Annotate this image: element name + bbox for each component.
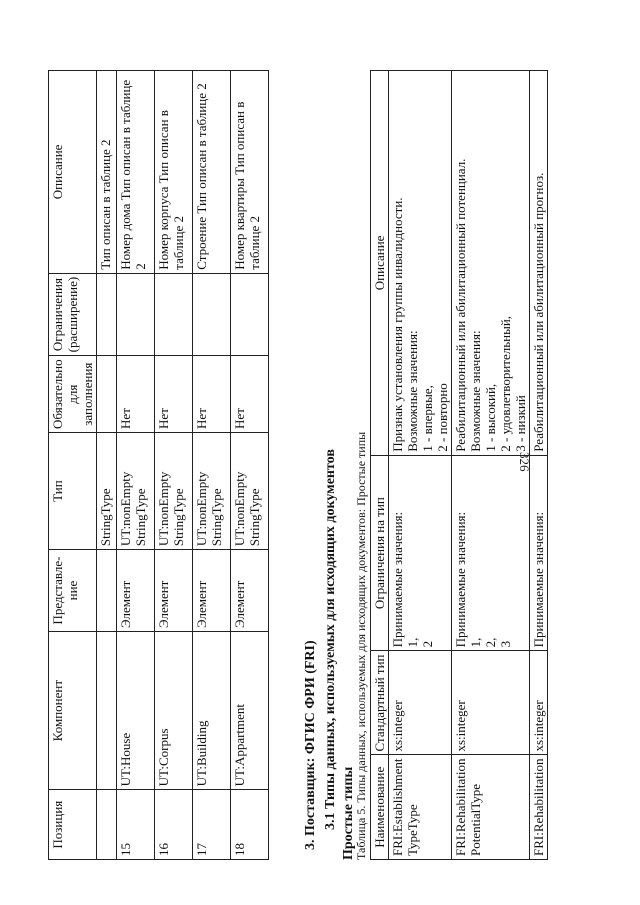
section-heading: 3. Поставщик: ФГИС ФРИ (FRI) <box>303 640 318 850</box>
limit-line: Принимаемые значения: <box>531 511 546 648</box>
cell-comp: UT:Building <box>193 631 231 789</box>
cell-limit <box>155 273 193 356</box>
cell-limit <box>231 273 269 356</box>
cell-comp: UT:Appartment <box>231 631 269 789</box>
simple-types-heading: Простые типы <box>341 766 356 860</box>
cell-limit <box>193 273 231 356</box>
cell-std: xs:integer <box>530 651 548 755</box>
cell-repr: Элемент <box>155 550 193 632</box>
desc-line: 2 - повторно <box>435 383 450 452</box>
table-row <box>231 71 269 860</box>
cell-type: UT:nonEmpty StringType <box>117 432 155 549</box>
cell-name: FRI:Rehabilitation PotentialType <box>452 755 530 860</box>
page-number: 326 <box>517 452 532 472</box>
table-row <box>155 71 193 860</box>
desc-line: 2 - удовлетворительный, <box>498 315 513 452</box>
cell-repr: Элемент <box>231 550 269 632</box>
cell-req: Нет <box>231 356 269 433</box>
cell-limit <box>97 273 117 356</box>
desc-line: 3 - низкий <box>513 395 528 452</box>
limit-line: 1, <box>405 637 420 648</box>
cell-std: xs:integer <box>389 651 452 755</box>
cell-req: Нет <box>193 356 231 433</box>
table-row <box>97 71 117 860</box>
cell-pos: 17 <box>193 790 231 860</box>
desc-line: Возможные значения: <box>468 330 483 452</box>
cell-limit <box>117 273 155 356</box>
cell-pos <box>97 790 117 860</box>
desc-line: Реабилитационный или абилитационный потенциал. <box>453 158 468 452</box>
rotated-sheet <box>48 60 593 860</box>
col-header: Обязательно для заполнения <box>49 356 97 433</box>
desc-line: Признак установления группы инвалидности. <box>390 197 405 452</box>
cell-desc <box>452 71 530 456</box>
cell-desc: Строение Тип описан в таблице 2 <box>193 71 231 274</box>
cell-limits <box>389 455 452 651</box>
cell-name: FRI:Rehabilitation <box>530 755 548 860</box>
table-row <box>193 71 231 860</box>
component-table <box>48 70 269 860</box>
desc-line: Возможные значения: <box>405 330 420 452</box>
cell-desc: Номер квартиры Тип описан в таблице 2 <box>231 71 269 274</box>
col-header: Наименование <box>371 755 389 860</box>
cell-limits <box>452 455 530 651</box>
table-header-row <box>371 71 389 860</box>
table-row <box>117 71 155 860</box>
cell-comp: UT:House <box>117 631 155 789</box>
cell-repr: Элемент <box>117 550 155 632</box>
cell-pos: 18 <box>231 790 269 860</box>
cell-comp <box>97 631 117 789</box>
col-header: Ограничения (расширение) <box>49 273 97 356</box>
simple-types-table <box>370 70 548 860</box>
cell-repr <box>97 550 117 632</box>
cell-desc: Тип описан в таблице 2 <box>97 71 117 274</box>
col-header: Компонент <box>49 631 97 789</box>
cell-repr: Элемент <box>193 550 231 632</box>
cell-name: FRI:Establishment TypeType <box>389 755 452 860</box>
col-header: Представле-ние <box>49 550 97 632</box>
col-header: Стандартный тип <box>371 651 389 755</box>
desc-line: 1 - впервые, <box>420 385 435 452</box>
cell-type: UT:nonEmpty StringType <box>193 432 231 549</box>
cell-req: Нет <box>117 356 155 433</box>
cell-desc: Номер дома Тип описан в таблице 2 <box>117 71 155 274</box>
cell-pos: 16 <box>155 790 193 860</box>
cell-type: UT:nonEmpty StringType <box>231 432 269 549</box>
table-row <box>530 71 548 860</box>
cell-std: xs:integer <box>452 651 530 755</box>
cell-limits <box>530 455 548 651</box>
limit-line: 3 <box>498 640 513 648</box>
col-header: Описание <box>49 71 97 274</box>
cell-pos: 15 <box>117 790 155 860</box>
cell-type: StringType <box>97 432 117 549</box>
col-header: Описание <box>371 71 389 456</box>
cell-desc <box>389 71 452 456</box>
limit-line: 1, <box>468 637 483 648</box>
limit-line: Принимаемые значения: <box>390 511 405 648</box>
col-header: Ограничения на тип <box>371 455 389 651</box>
limit-line: 2, <box>483 637 498 648</box>
table-row <box>452 71 530 860</box>
table-header-row <box>49 71 97 860</box>
desc-line: 1 - высокий, <box>483 383 498 452</box>
cell-type: UT:nonEmpty StringType <box>155 432 193 549</box>
cell-desc: Номер корпуса Тип описан в таблице 2 <box>155 71 193 274</box>
cell-req <box>97 356 117 433</box>
col-header: Позиция <box>49 790 97 860</box>
cell-req: Нет <box>155 356 193 433</box>
limit-line: 2 <box>420 640 435 648</box>
limit-line: Принимаемые значения: <box>453 511 468 648</box>
cell-desc <box>530 71 548 456</box>
subsection-heading: 3.1 Типы данных, используемых для исходящих документов <box>323 449 338 830</box>
desc-line: Реабилитационный или абилитационный прогноз. <box>531 172 546 452</box>
table-caption: Таблица 5. Типы данных, используемых для исходящих документов: Простые типы <box>354 431 368 860</box>
cell-comp: UT:Corpus <box>155 631 193 789</box>
table-row <box>389 71 452 860</box>
col-header: Тип <box>49 432 97 549</box>
